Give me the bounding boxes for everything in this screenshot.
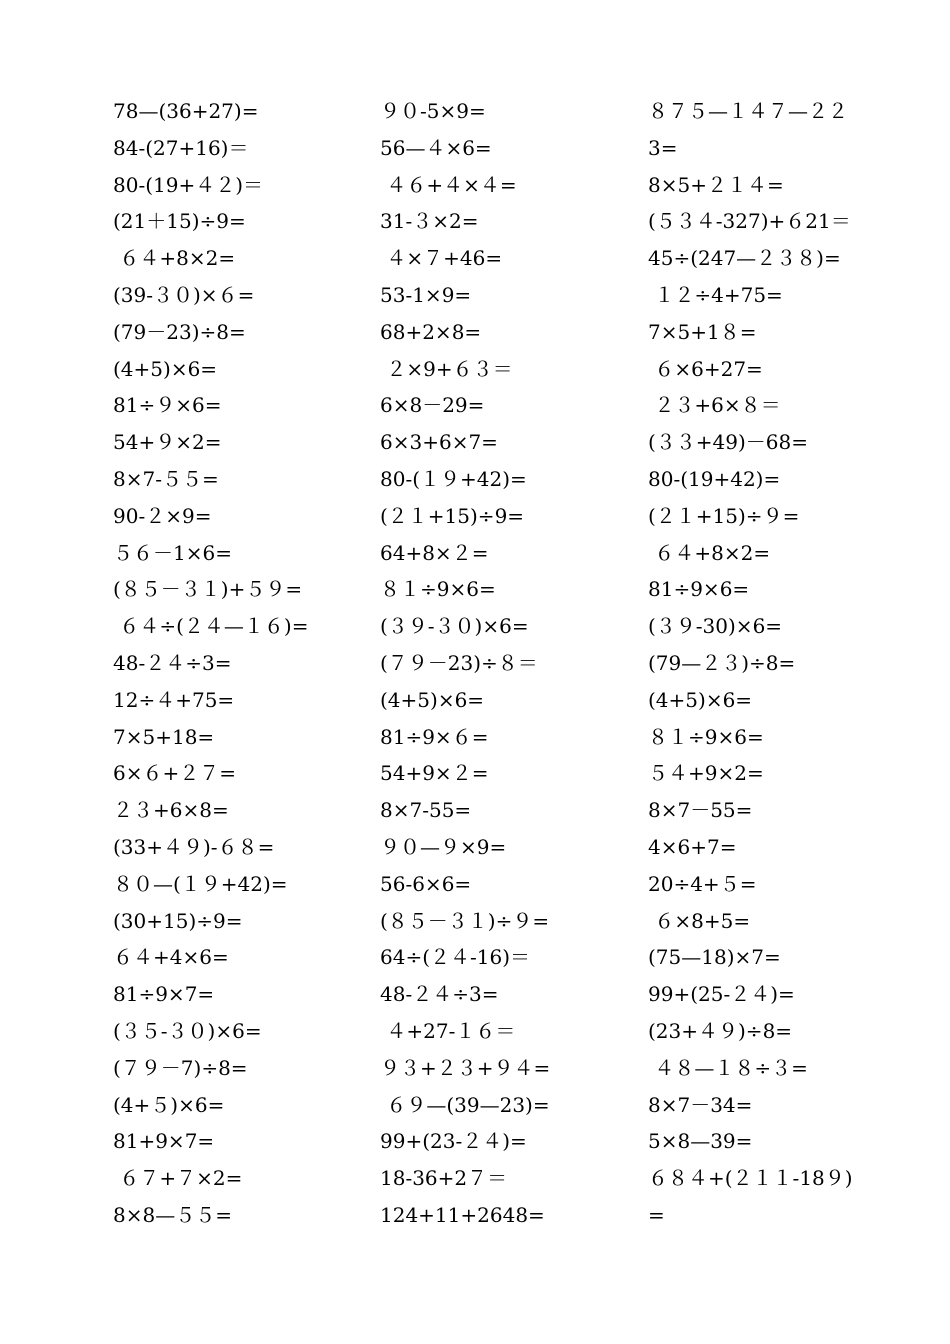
exercise-line: ８１÷9×6= bbox=[380, 577, 496, 602]
exercise-line: 56-6×6= bbox=[380, 871, 472, 896]
exercise-line: (８５－３１)+５９= bbox=[113, 577, 303, 602]
exercise-line: ５６－1×6= bbox=[113, 540, 232, 565]
exercise-line: 80-(19+42)= bbox=[648, 466, 781, 491]
exercise-line: 6×６+２７= bbox=[113, 761, 236, 786]
exercise-line: ９０—９×9= bbox=[380, 834, 507, 859]
exercise-line: 56—４×6= bbox=[380, 135, 492, 160]
exercise-line: ９３+２３+９４= bbox=[380, 1055, 551, 1080]
exercise-column-1 bbox=[113, 96, 363, 1237]
exercise-line: (２１+15)÷９= bbox=[648, 503, 800, 528]
exercise-line: ２３+6×8= bbox=[113, 798, 229, 823]
exercise-line: (33+４９)-６８= bbox=[113, 834, 275, 859]
exercise-line: ６×8+5= bbox=[648, 908, 751, 933]
exercise-line: 8×8—５５= bbox=[113, 1202, 232, 1227]
exercise-line: 124+11+2648= bbox=[380, 1202, 545, 1227]
exercise-line: = bbox=[648, 1202, 665, 1227]
exercise-line: 8×7－55= bbox=[648, 798, 753, 823]
exercise-line: ６９—(39—23)= bbox=[380, 1092, 550, 1117]
exercise-line: ４+27-１６＝ bbox=[380, 1018, 516, 1043]
exercise-line: (23+４９)÷8= bbox=[648, 1018, 793, 1043]
exercise-line: ６７+７×2= bbox=[113, 1166, 243, 1191]
exercise-line: ４×７+46= bbox=[380, 246, 503, 271]
exercise-line: 8×7-５５= bbox=[113, 466, 219, 491]
exercise-line: ８７５—１４７—２２ bbox=[648, 99, 848, 123]
exercise-line: (30+15)÷9= bbox=[113, 908, 243, 933]
exercise-line: 53-1×9= bbox=[380, 282, 472, 307]
exercise-line: (８５－３１)÷９= bbox=[380, 908, 550, 933]
exercise-line: 12÷４+75= bbox=[113, 687, 235, 712]
exercise-line: (５３４-327)+６21＝ bbox=[648, 209, 851, 234]
exercise-line: ６４+8×2= bbox=[113, 246, 236, 271]
exercise-line: 81÷９×6= bbox=[113, 393, 222, 418]
exercise-line: ６４÷(２４—１６)= bbox=[113, 614, 309, 639]
exercise-line: 68+2×8= bbox=[380, 319, 482, 344]
exercise-line: (79—２３)÷8= bbox=[648, 650, 796, 675]
exercise-line: (３３+49)－68= bbox=[648, 430, 809, 455]
exercise-column-3 bbox=[648, 96, 888, 1237]
exercise-line: (4+5)×6= bbox=[648, 687, 753, 712]
exercise-line: ４８—１８÷３= bbox=[648, 1055, 808, 1080]
exercise-line: (4+5)×6= bbox=[113, 356, 218, 381]
exercise-line: 81÷9×6= bbox=[648, 577, 750, 602]
exercise-line: (７９－7)÷8= bbox=[113, 1055, 248, 1080]
exercise-line: ６４+4×6= bbox=[113, 945, 229, 970]
exercise-line: 81÷9×7= bbox=[113, 982, 215, 1007]
exercise-line: 48-２４÷3= bbox=[380, 982, 499, 1007]
exercise-line: 18-36+2７＝ bbox=[380, 1166, 508, 1191]
exercise-line: 20÷4+５= bbox=[648, 871, 757, 896]
exercise-line: 81+9×7= bbox=[113, 1129, 215, 1154]
exercise-line: (３５-３０)×6= bbox=[113, 1018, 262, 1043]
exercise-line: (３９-３０)×6= bbox=[380, 614, 529, 639]
exercise-line: ８０—(１９+42)= bbox=[113, 871, 288, 896]
exercise-line: ６８４+(２１１-18９) bbox=[648, 1166, 853, 1191]
exercise-line: ２×9+６３＝ bbox=[380, 356, 513, 381]
exercise-line: 64+8×２= bbox=[380, 540, 489, 565]
exercise-line: 5×8—39= bbox=[648, 1129, 753, 1154]
exercise-line: 90-２×9= bbox=[113, 503, 212, 528]
exercise-line: ６４+8×2= bbox=[648, 540, 771, 565]
exercise-line: 80-(１９+42)= bbox=[380, 466, 527, 491]
exercise-line: ８１÷9×6= bbox=[648, 724, 764, 749]
exercise-line: ９０-5×9= bbox=[380, 99, 486, 123]
exercise-line: 8×7－34= bbox=[648, 1092, 753, 1117]
exercise-line: ６×6+27= bbox=[648, 356, 763, 381]
exercise-line: (4+5)×6= bbox=[380, 687, 485, 712]
exercise-line: (３９-30)×6= bbox=[648, 614, 783, 639]
exercise-line: 54+９×2= bbox=[113, 430, 222, 455]
exercise-line: 8×7-55= bbox=[380, 798, 472, 823]
exercise-line: 4×6+7= bbox=[648, 834, 737, 859]
exercise-column-2 bbox=[380, 96, 630, 1237]
exercise-line: (２１+15)÷9= bbox=[380, 503, 525, 528]
exercise-line: (21＋15)÷9= bbox=[113, 209, 246, 234]
exercise-line: 99+(23-２４)= bbox=[380, 1129, 527, 1154]
exercise-line: 6×8－29= bbox=[380, 393, 485, 418]
exercise-line: 7×5+18= bbox=[113, 724, 215, 749]
exercise-line: 7×5+1８= bbox=[648, 319, 757, 344]
exercise-line: 78—(36+27)= bbox=[113, 99, 259, 123]
exercise-line: (７９－23)÷８＝ bbox=[380, 650, 538, 675]
exercise-line: (4+５)×6= bbox=[113, 1092, 225, 1117]
exercise-line: (75—18)×7= bbox=[648, 945, 781, 970]
exercise-line: 6×3+6×7= bbox=[380, 430, 498, 455]
exercise-line: １２÷4+75= bbox=[648, 282, 783, 307]
exercise-line: 84-(27+16)＝ bbox=[113, 135, 249, 160]
exercise-line: 54+9×２= bbox=[380, 761, 489, 786]
exercise-line: ２３+6×８＝ bbox=[648, 393, 781, 418]
exercise-line: 80-(19+４２)＝ bbox=[113, 172, 264, 197]
exercise-line: 45÷(247—２３８)= bbox=[648, 246, 841, 271]
exercise-line: 3= bbox=[648, 135, 678, 160]
exercise-line: 8×5+２１４= bbox=[648, 172, 784, 197]
exercise-line: 48-２４÷3= bbox=[113, 650, 232, 675]
exercise-line: 81÷9×６= bbox=[380, 724, 489, 749]
exercise-line: 99+(25-２４)= bbox=[648, 982, 795, 1007]
exercise-line: (39-３０)×６= bbox=[113, 282, 255, 307]
exercise-line: ５４+9×2= bbox=[648, 761, 764, 786]
exercise-line: (79－23)÷8= bbox=[113, 319, 246, 344]
exercise-line: 31-３×2= bbox=[380, 209, 479, 234]
exercise-line: 64÷(２４-16)＝ bbox=[380, 945, 531, 970]
exercise-line: ４６+４×４= bbox=[380, 172, 517, 197]
